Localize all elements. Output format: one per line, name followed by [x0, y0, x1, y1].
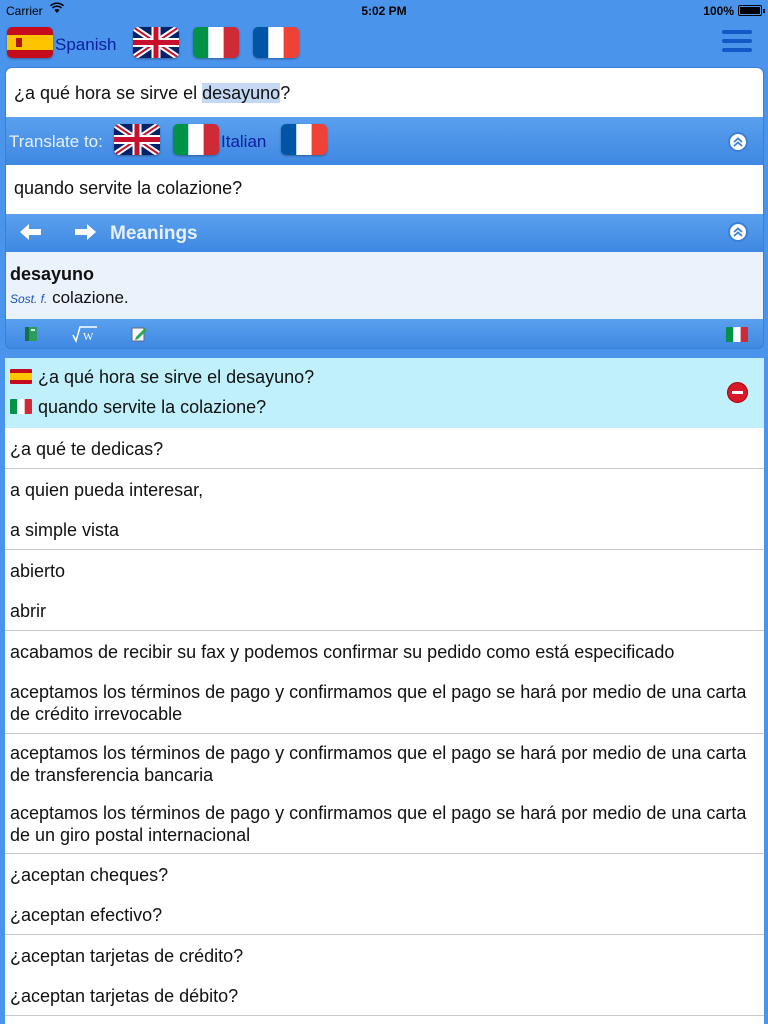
target-language-label: Italian	[221, 132, 267, 151]
italy-flag-button[interactable]	[193, 27, 239, 58]
status-bar	[0, 0, 768, 22]
translate-to-bar	[6, 117, 763, 165]
input-text-after: ?	[280, 83, 291, 103]
carrier-label: Carrier	[6, 4, 43, 18]
meaning-word: desayuno	[10, 264, 95, 284]
part-of-speech: Sost. f.	[10, 292, 48, 306]
phrase-item[interactable]: acabamos de recibir su fax y podemos confirmar su pedido como está especificado	[10, 642, 675, 662]
battery-icon	[738, 5, 762, 16]
battery-percent: 100%	[703, 4, 734, 18]
spain-flag-icon	[10, 369, 32, 384]
translation-panel	[5, 67, 764, 349]
phrase-group	[5, 854, 764, 935]
selected-translation-text: quando servite la colazione?	[38, 397, 267, 417]
meaning-translation: colazione.	[52, 288, 129, 307]
spain-flag-button[interactable]	[7, 27, 53, 58]
collapse-meanings-icon[interactable]	[728, 222, 748, 242]
clock: 5:02 PM	[361, 4, 407, 18]
target-uk-flag-button[interactable]	[114, 124, 160, 155]
phrase-list	[5, 358, 764, 1024]
phrase-group	[5, 428, 764, 469]
phrase-item[interactable]: ¿aceptan cheques?	[10, 865, 169, 885]
collapse-translation-icon[interactable]	[728, 132, 748, 152]
svg-text:W: W	[83, 331, 94, 343]
phrase-group	[5, 734, 764, 854]
source-text-input[interactable]	[6, 68, 763, 117]
italy-flag-icon	[10, 399, 32, 414]
phrase-group	[5, 935, 764, 1016]
input-text-highlighted: desayuno	[202, 83, 281, 103]
phrase-item[interactable]: a quien pueda interesar,	[10, 480, 204, 500]
meaning-definition	[10, 288, 759, 308]
book-icon[interactable]	[22, 325, 40, 343]
target-france-flag-button[interactable]	[281, 124, 327, 155]
phrase-item[interactable]: ¿aceptan tarjetas de débito?	[10, 986, 239, 1006]
next-arrow-icon[interactable]	[72, 222, 98, 242]
tool-bar	[6, 319, 763, 349]
translation-output[interactable]: quando servite la colazione?	[6, 165, 763, 214]
italian-flag-icon[interactable]	[726, 327, 748, 342]
edit-icon[interactable]	[130, 325, 148, 343]
phrase-item[interactable]: ¿a qué te dedicas?	[10, 439, 164, 459]
phrase-item[interactable]: aceptamos los términos de pago y confirmamos que el pago se hará por medio de una carta de un giro postal internacional	[10, 803, 747, 845]
meanings-label: Meanings	[110, 223, 198, 244]
uk-flag-button[interactable]	[133, 27, 179, 58]
phrase-item[interactable]: abierto	[10, 561, 66, 581]
phrase-group	[5, 550, 764, 631]
meanings-bar	[6, 214, 763, 252]
selected-phrase-row[interactable]	[5, 358, 764, 428]
phrase-item[interactable]: aceptamos los términos de pago y confirmamos que el pago se hará por medio de una carta de transferencia bancaria	[10, 743, 747, 785]
phrase-item[interactable]: abrir	[10, 601, 47, 621]
input-text-before: ¿a qué hora se sirve el	[14, 83, 203, 103]
menu-icon[interactable]	[722, 30, 752, 56]
phrase-group	[5, 631, 764, 734]
phrase-item[interactable]: a simple vista	[10, 520, 120, 540]
selected-source-text: ¿a qué hora se sirve el desayuno?	[38, 367, 315, 387]
selected-translation-line	[10, 397, 266, 418]
translate-to-label: Translate to:	[9, 132, 103, 151]
remove-icon[interactable]	[727, 382, 748, 403]
wikipedia-icon[interactable]	[72, 325, 98, 343]
previous-arrow-icon[interactable]	[18, 222, 44, 242]
target-italy-flag-button[interactable]	[173, 124, 219, 155]
france-flag-button[interactable]	[253, 27, 299, 58]
phrase-item[interactable]: aceptamos los términos de pago y confirmamos que el pago se hará por medio de una carta de crédito irrevocable	[10, 682, 747, 724]
phrase-item[interactable]: ¿aceptan efectivo?	[10, 905, 163, 925]
phrase-group	[5, 469, 764, 550]
phrase-item[interactable]: ¿aceptan tarjetas de crédito?	[10, 946, 244, 966]
selected-source-line	[10, 367, 314, 388]
source-language-label: Spanish	[55, 35, 117, 54]
meaning-content	[6, 252, 763, 319]
